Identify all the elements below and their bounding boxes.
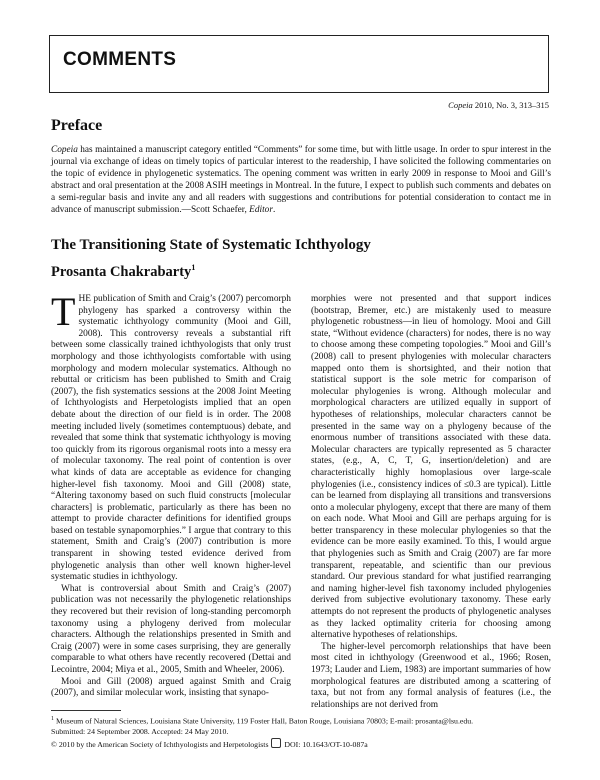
body-paragraph-5: The higher-level percomorph relationships that have been most cited in ichthyology (Greenwood et al., 1966; Rosen, 1973; Lauder and Liem, 1983) are important summaries of how morphological features are distributed among a scattering of taxa, but not from any formal analysis of features (i.e., the relationships are not derived from xyxy=(311,641,551,710)
body-paragraph-1 xyxy=(51,289,291,584)
footnote-copyright-line xyxy=(51,738,551,751)
body-paragraph-2: What is controversial about Smith and Craig’s (2007) publication was not necessarily the phylogenetic relationships they recovered but their revision of long-standing percomorph taxonomy using a phylogeny derived from molecular characters. Although the relationships presented in Smith and Craig (2007) were in some cases surprising, they are generally comparable to what others have recently recovered (Dettai and Lecointre, 2004; Miya et al., 2005, Smith and Wheeler, 2006). xyxy=(51,583,291,675)
drop-cap: T xyxy=(51,289,76,334)
preface-paragraph xyxy=(51,144,551,216)
author-name: Prosanta Chakrabarty xyxy=(51,263,192,280)
author-line xyxy=(51,263,195,281)
section-title: COMMENTS xyxy=(63,49,177,70)
footnotes xyxy=(51,714,551,750)
footnote-dates: Submitted: 24 September 2008. Accepted: 24 May 2010. xyxy=(51,727,229,737)
author-footnote-mark: 1 xyxy=(191,263,196,272)
body-paragraph-4: morphies were not presented and that support indices (bootstrap, Bremer, etc.) are mistakenly used to measure phylogenetic robustness—in lieu of homology. Mooi and Gill state, “Without evidence (characters) for nodes, there is no way to choose among these competing topologies.” Mooi and Gill’s (2008) call to present phylogenies with molecular characters mapped onto them is shortsighted, and their notion that statistical support is the sole metric for comparison of molecular phylogenies is wrong. Although molecular and morphological characters are utilized equally in support of hypotheses of relationships, molecular characters cannot be presented in the same way on a phylogeny because of the enormous number of transitions associated with these data. Molecular characters are typically represented as 5 character states, (e.g., A, C, T, G, insertion/deletion) and are characteristically highly homoplasious over large-scale phylogenies (i.e., consistency indices of ≤0.3 are typical). Little can be learned from displaying all transitions and transversions onto a molecular phylogeny, except that there are many of them on each node. What Mooi and Gill are perhaps arguing for is better transparency in these molecular phylogenies so that the evidence can be more easily examined. To this, I would argue that phylogenies such as Smith and Craig (2007) are far more transparent, repeatable, and scientific than our previous standard. Our previous standard for what justified rearranging and naming higher-level fish taxonomy included phylogenies derived from subjective evolutionary taxonomy. These early attempts do not represent the products of phylogenetic analyses as they lacked optimality criteria for choosing among alternative hypotheses of relationships. xyxy=(311,294,551,641)
body-paragraph-3: Mooi and Gill (2008) argued against Smith and Craig (2007), and similar molecular work, insisting that synapo- xyxy=(51,676,291,699)
footnote-mark: 1 xyxy=(51,716,54,722)
preface-heading: Preface xyxy=(51,117,103,134)
footnote-doi: DOI: 10.1643/OT-10-087a xyxy=(282,739,368,749)
preface-body: has maintained a manuscript category entitled “Comments” for some time, but with little usage. In order to spur interest in the journal via exchange of ideas on timely topics of particular interest to the readership, I have solicited the following commentaries on the topic of evidence in phylogenetic systematics. The opening comment was written in early 2009 in response to Mooi and Gill’s abstract and oral presentation at the 2008 ASIH meetings in Montreal. In the future, I expect to publish such comments and debates on a semi-regular basis and invite any and all readers with suggestions and contributions for potential consideration to contact me in advance of manuscript submission.—Scott Schaefer, xyxy=(51,145,551,215)
preface-journal-name: Copeia xyxy=(51,145,78,155)
preface-editor: Editor xyxy=(249,205,273,215)
citation-details: 2010, No. 3, 313–315 xyxy=(472,100,549,110)
body-column-right xyxy=(311,294,551,711)
footnote-divider xyxy=(51,710,121,711)
footnote-affiliation-text: Museum of Natural Sciences, Louisiana State University, 119 Foster Hall, Baton Rouge, Louisiana 70803; E-mail: prosanta@lsu.edu. xyxy=(54,716,474,726)
section-header-box xyxy=(49,35,549,93)
preface-end: . xyxy=(272,205,276,215)
article-title: The Transitioning State of Systematic Ichthyology xyxy=(51,237,371,253)
publisher-logo-icon xyxy=(271,738,281,748)
footnote-copyright: © 2010 by the American Society of Ichthyologists and Herpetologists xyxy=(51,739,269,749)
journal-citation xyxy=(448,100,549,110)
body-column-left xyxy=(51,289,291,700)
citation-journal: Copeia xyxy=(448,100,473,110)
body-paragraph-1-text: HE publication of Smith and Craig’s (2007) percomorph phylogeny has sparked a controversy within the systematic ichthyology community (Mooi and Gill, 2008). This controversy reveals a substantial rift between some classically trained ichthyologists that only trust morphology and those ichthyologists comfortable with using morphology and modern molecular systematics. Although no rebuttal or criticism has been published to Smith and Craig (2007), the fish systematics sessions at the 2008 Joint Meeting of Ichthyologists and Herpetologists implied that an open debate about the direction of our field is in order. The 2008 meeting included lively (sometimes contemptuous) debate, and revealed that some think that systematic ichthyology is moving too quickly from its rigorous organismal roots into a messy era of molecular taxonomy. The real point of contention is over what kinds of data are acceptable as evidence for changing higher-level fish taxonomy. Mooi and Gill (2008) state, “Altering taxonomy based on such fluid constructs [molecular characters] is problematic, particularly as there has been no attempt to provide character definitions for identified groups based on testable synapomorphies.” I argue that contrary to this statement, Smith and Craig’s (2007) contribution is more transparent in showing tested evidence derived from phylogenetic analysis than other well known higher-level systematic studies in ichthyology. xyxy=(51,294,291,583)
footnote-affiliation xyxy=(51,714,551,727)
